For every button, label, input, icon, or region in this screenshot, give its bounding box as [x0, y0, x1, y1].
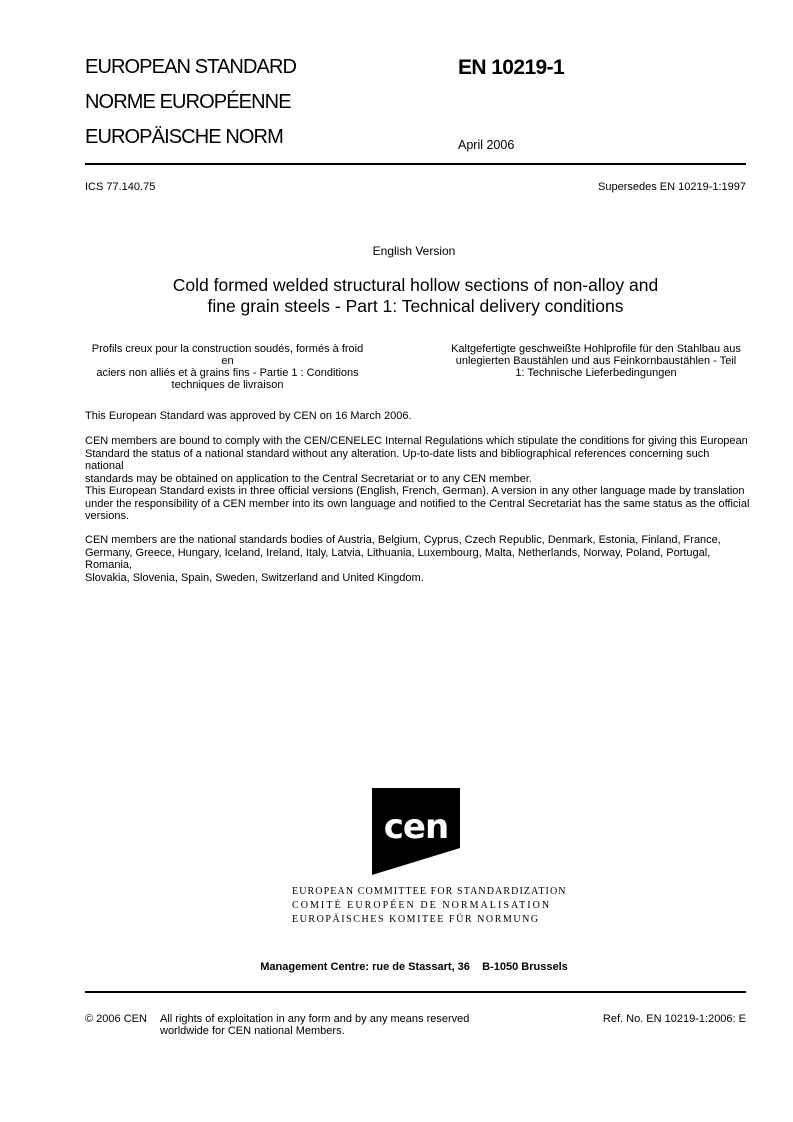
header-line-french: NORME EUROPÉENNE	[85, 91, 291, 113]
document-title	[85, 275, 746, 317]
paragraph-line: CEN members are the national standards bodies of Austria, Belgium, Cyprus, Czech Republic, Denmark, Estonia, Finland, France,	[85, 534, 721, 546]
title-line: fine grain steels - Part 1: Technical delivery conditions	[207, 296, 624, 316]
header-line-english: EUROPEAN STANDARD	[85, 56, 297, 78]
paragraph-line: versions.	[85, 510, 130, 522]
paragraph-line: Slovakia, Slovenia, Spain, Sweden, Switzerland and United Kingdom.	[85, 571, 424, 584]
paragraph-line: under the responsibility of a CEN member into its own language and notified to the Central Secretariat has the same status as the official	[85, 497, 750, 510]
german-title-line: 1: Technische Lieferbedingungen	[515, 367, 677, 379]
german-title-line: unlegierten Baustählen und aus Feinkornbaustählen - Teil	[455, 355, 737, 367]
footer-rule	[85, 991, 746, 993]
members-paragraph	[85, 534, 750, 584]
committee-name-english: EUROPEAN COMMITTEE FOR STANDARDIZATION	[292, 886, 567, 897]
paragraph-line: Standard the status of a national standard without any alteration. Up-to-date lists and bibliographical references concerning such national	[85, 447, 710, 472]
supersedes: Supersedes EN 10219-1:1997	[598, 181, 746, 193]
header-rule	[85, 163, 746, 165]
management-centre: Management Centre: rue de Stassart, 36 B-1050 Brussels	[260, 961, 568, 973]
ics-code: ICS 77.140.75	[85, 181, 156, 193]
paragraph-line: This European Standard exists in three official versions (English, French, German). A version in any other language made by translation	[85, 485, 745, 497]
cen-logo	[372, 788, 460, 875]
german-title	[446, 343, 746, 379]
french-title-line: aciers non alliés et à grains fins - Partie 1 : Conditions	[96, 367, 359, 379]
copyright: © 2006 CEN	[85, 1013, 147, 1025]
rights-statement	[160, 1013, 469, 1037]
rights-line: worldwide for CEN national Members.	[160, 1025, 345, 1037]
rights-line: All rights of exploitation in any form and by any means reserved	[160, 1013, 470, 1025]
comply-paragraph	[85, 435, 750, 485]
french-title-line: techniques de livraison	[171, 379, 284, 391]
cen-logo-icon	[372, 788, 460, 875]
cen-logo-text: cen	[383, 807, 449, 847]
language-version: English Version	[372, 244, 456, 258]
title-line: Cold formed welded structural hollow sections of non-alloy and	[172, 275, 659, 295]
committee-name-french: COMITÉ EUROPÉEN DE NORMALISATION	[292, 900, 552, 911]
paragraph-line: Germany, Greece, Hungary, Iceland, Ireland, Italy, Latvia, Lithuania, Luxembourg, Malta, Netherlands, Norway, Poland, Portugal, Romania,	[85, 546, 711, 571]
committee-name-german: EUROPÄISCHES KOMITEE FÜR NORMUNG	[292, 914, 540, 925]
paragraph-line: CEN members are bound to comply with the CEN/CENELEC Internal Regulations which stipulate the conditions for giving this European	[85, 435, 748, 447]
versions-paragraph	[85, 485, 750, 523]
reference-number: Ref. No. EN 10219-1:2006: E	[602, 1013, 746, 1025]
french-title-line: Profils creux pour la construction soudés, formés à froid en	[91, 343, 364, 367]
german-title-line: Kaltgefertigte geschweißte Hohlprofile für den Stahlbau aus	[451, 343, 741, 355]
french-title	[85, 343, 370, 391]
header-line-german: EUROPÄISCHE NORM	[85, 126, 283, 148]
publication-date: April 2006	[458, 138, 515, 152]
approval-paragraph: This European Standard was approved by CEN on 16 March 2006.	[85, 410, 412, 422]
standard-number: EN 10219-1	[458, 56, 565, 79]
paragraph-line: standards may be obtained on application to the Central Secretariat or to any CEN member.	[85, 472, 532, 485]
